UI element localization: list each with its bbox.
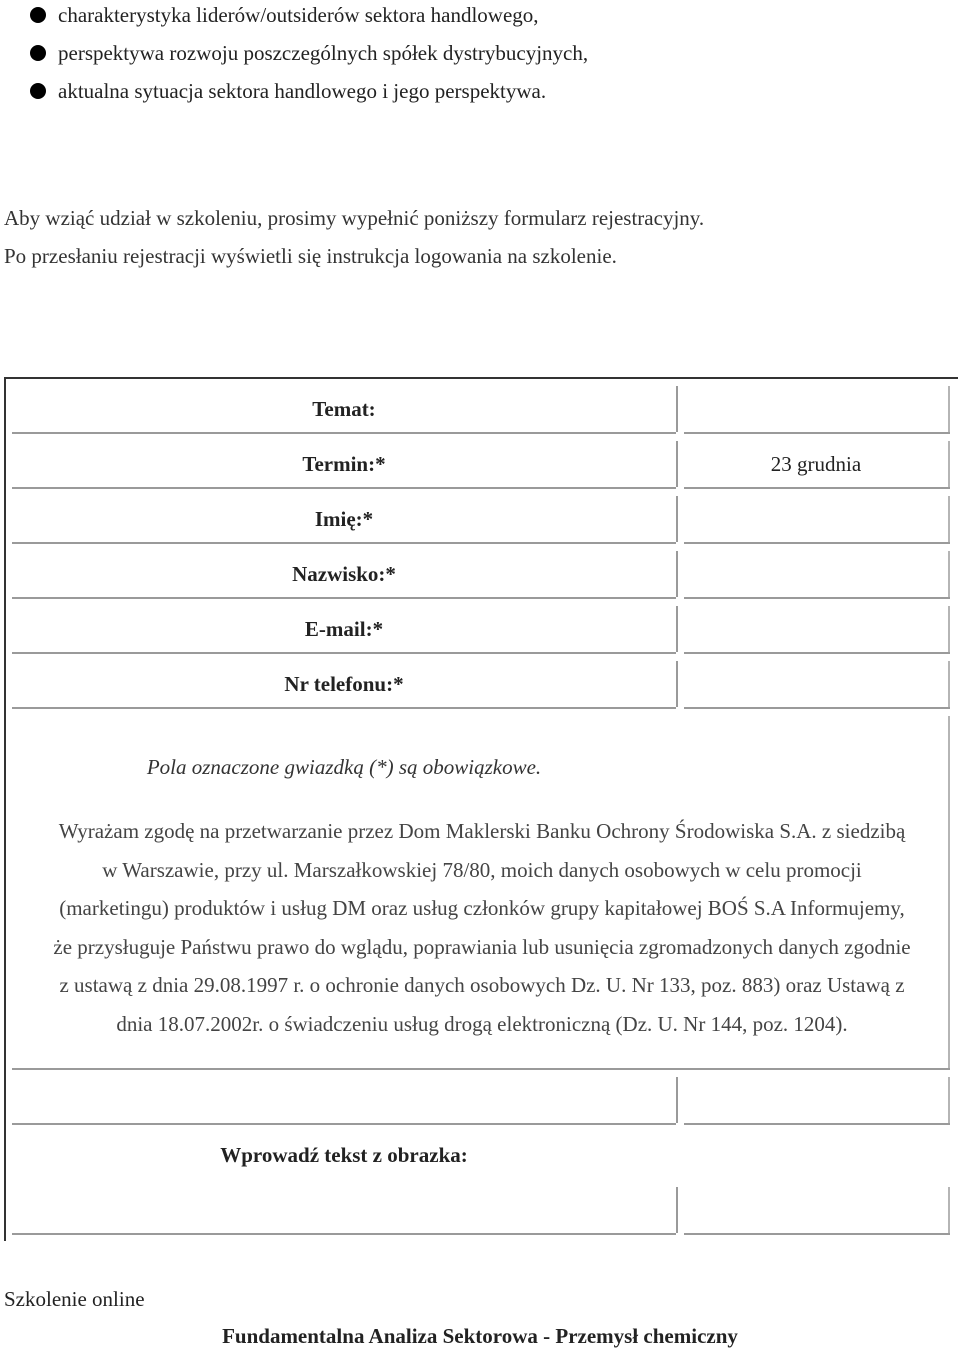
last-name-field[interactable] [684, 554, 944, 594]
label-nazwisko: Nazwisko:* [292, 562, 396, 586]
intro-line-1: Aby wziąć udział w szkoleniu, prosimy wypełnić poniższy formularz rejestracyjny. [4, 206, 705, 230]
bullet-text: charakterystyka liderów/outsiderów sektora handlowego, [58, 3, 539, 27]
cell-divider [948, 496, 950, 542]
cell-divider [676, 606, 678, 652]
consent-line: Wyrażam zgodę na przetwarzanie przez Dom Maklerski Banku Ochrony Środowiska S.A. z siedzibą [58, 819, 906, 843]
cell-divider [948, 441, 950, 487]
footer-webinar-label: Szkolenie online [4, 1287, 145, 1311]
cell-divider [676, 386, 678, 432]
data-processing-consent [22, 812, 942, 1043]
consent-line: z ustawą z dnia 29.08.1997 r. o ochronie danych osobowych Dz. U. Nr 133, poz. 883) oraz Ustawą z [59, 973, 905, 997]
label-imie: Imię:* [314, 507, 374, 531]
footer-course-title: Fundamentalna Analiza Sektorowa - Przemysł chemiczny [222, 1324, 738, 1348]
intro-line-2: Po przesłaniu rejestracji wyświetli się instrukcja logowania na szkolenie. [4, 244, 617, 268]
row-divider [684, 707, 950, 709]
email-field[interactable] [684, 609, 944, 649]
row-divider [12, 707, 676, 709]
cell-divider [676, 551, 678, 597]
cell-divider [948, 606, 950, 652]
form-outer-top-border [4, 377, 958, 379]
consent-line: że przysługuje Państwu prawo do wglądu, poprawiania lub usunięcia zgromadzonych danych zgodnie [53, 934, 911, 959]
row-divider [684, 597, 950, 599]
cell-divider [676, 1187, 678, 1233]
row-divider [12, 652, 676, 654]
row-divider [684, 1123, 950, 1125]
row-divider [684, 542, 950, 544]
row-divider [12, 542, 676, 544]
consent-box-right-border [948, 716, 950, 1068]
phone-field[interactable] [684, 664, 944, 704]
cell-divider [676, 1077, 678, 1123]
cell-divider [948, 386, 950, 432]
row-divider [12, 1123, 676, 1125]
form-outer-left-border [4, 377, 6, 1241]
row-divider [684, 487, 950, 489]
consent-line: dnia 18.07.2002r. o świadczeniu usług drogą elektroniczną (Dz. U. Nr 144, poz. 1204). [116, 1011, 848, 1036]
consent-line: (marketingu) produktów i usług DM oraz usług członków grupy kapitałowej BOŚ S.A Informujemy, [59, 896, 905, 920]
cell-divider [948, 551, 950, 597]
temat-field[interactable] [684, 389, 944, 429]
cell-divider [676, 496, 678, 542]
termin-value[interactable]: 23 grudnia [770, 452, 862, 476]
label-telefon: Nr telefonu:* [284, 672, 404, 696]
row-divider [684, 432, 950, 434]
cell-divider [948, 661, 950, 707]
captcha-input[interactable] [684, 1189, 944, 1229]
cell-divider [676, 441, 678, 487]
row-divider [684, 1233, 950, 1235]
row-divider [684, 652, 950, 654]
row-divider [12, 597, 676, 599]
bullet-text: perspektywa rozwoju poszczególnych spółek dystrybucyjnych, [58, 41, 589, 65]
first-name-field[interactable] [684, 499, 944, 539]
consent-box-bottom-border [12, 1068, 950, 1070]
cell-divider [948, 1187, 950, 1233]
consent-line: w Warszawie, przy ul. Marszałkowskiej 78/80, moich danych osobowych w celu promocji [102, 857, 862, 882]
label-email: E-mail:* [304, 617, 384, 641]
row-divider [12, 487, 676, 489]
label-temat: Temat: [312, 397, 376, 421]
required-fields-note: Pola oznaczone gwiazdką (*) są obowiązkowe. [146, 755, 542, 779]
cell-divider [676, 661, 678, 707]
captcha-label: Wprowadź tekst z obrazka: [220, 1143, 468, 1167]
row-divider [12, 432, 676, 434]
cell-divider [948, 1077, 950, 1123]
bullet-text: aktualna sytuacja sektora handlowego i jego perspektywa. [58, 79, 547, 103]
label-termin: Termin:* [302, 452, 386, 476]
row-divider [12, 1233, 676, 1235]
